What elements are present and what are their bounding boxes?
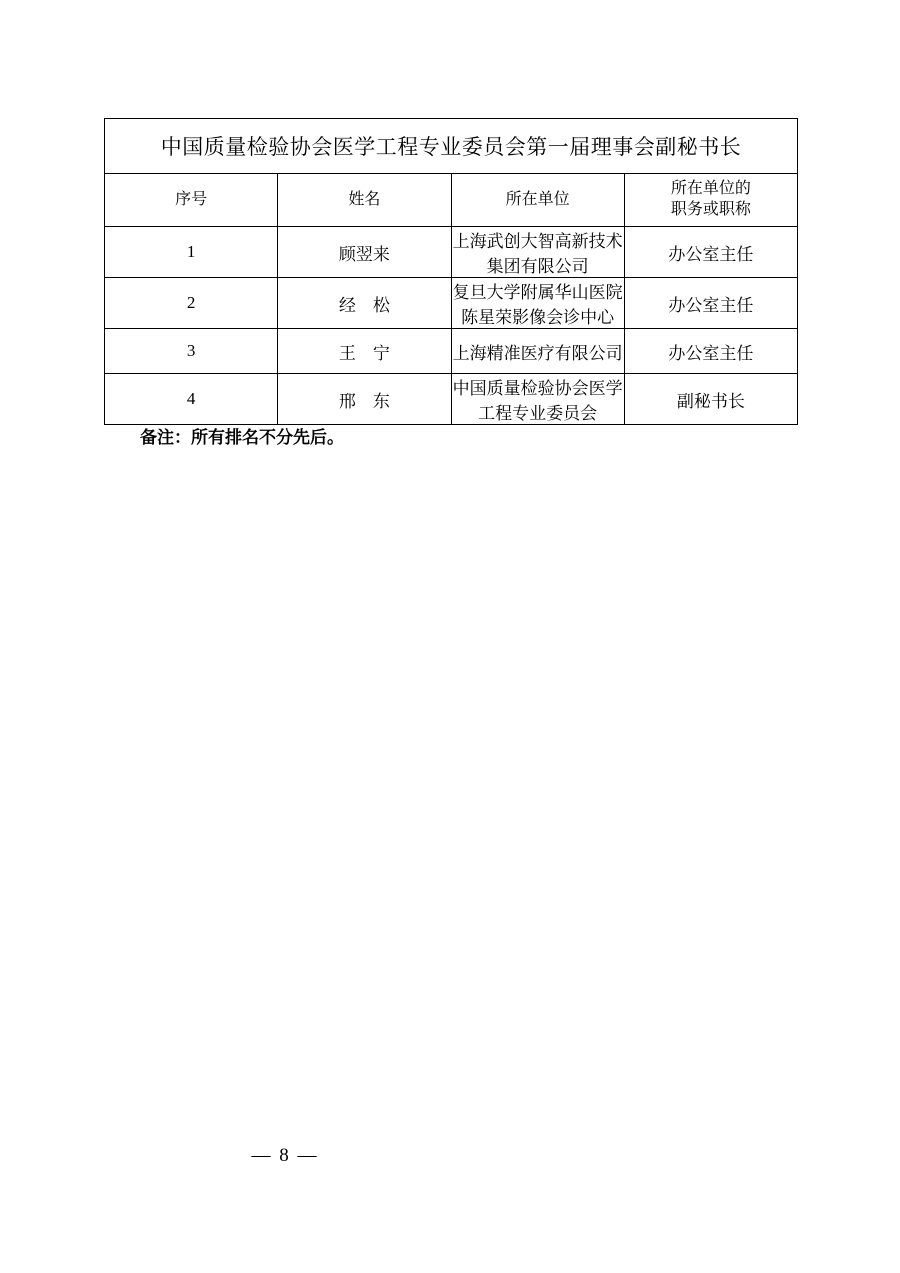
row-index: 2 bbox=[105, 278, 278, 329]
table-title-row bbox=[105, 119, 798, 174]
row-index: 3 bbox=[105, 329, 278, 374]
row-index: 4 bbox=[105, 374, 278, 425]
row-position: 副秘书长 bbox=[624, 374, 797, 425]
column-header-position-line1: 所在单位的 bbox=[670, 180, 751, 198]
table-header-row bbox=[105, 174, 798, 227]
row-org: 上海武创大智高新技术集团有限公司 bbox=[451, 227, 624, 278]
page-number: — 8 — bbox=[251, 1145, 319, 1166]
row-position: 办公室主任 bbox=[624, 329, 797, 374]
column-header-position-line2: 职务或职称 bbox=[670, 201, 751, 218]
council-deputy-secretary-table bbox=[104, 118, 798, 425]
table-row bbox=[105, 374, 798, 425]
row-index: 1 bbox=[105, 227, 278, 278]
table-title: 中国质量检验协会医学工程专业委员会第一届理事会副秘书长 bbox=[105, 119, 798, 174]
table-note: 备注：所有排名不分先后。 bbox=[140, 428, 344, 447]
row-name: 邢 东 bbox=[278, 374, 451, 425]
column-header-org: 所在单位 bbox=[451, 174, 624, 227]
row-org: 中国质量检验协会医学工程专业委员会 bbox=[451, 374, 624, 425]
row-position: 办公室主任 bbox=[624, 278, 797, 329]
table-row bbox=[105, 227, 798, 278]
row-org: 复旦大学附属华山医院陈星荣影像会诊中心 bbox=[451, 278, 624, 329]
table-row bbox=[105, 329, 798, 374]
row-name: 经 松 bbox=[278, 278, 451, 329]
table-row bbox=[105, 278, 798, 329]
row-org: 上海精准医疗有限公司 bbox=[451, 329, 624, 374]
row-name: 顾翌来 bbox=[278, 227, 451, 278]
column-header-position bbox=[624, 174, 797, 227]
row-position: 办公室主任 bbox=[624, 227, 797, 278]
row-name: 王 宁 bbox=[278, 329, 451, 374]
column-header-index: 序号 bbox=[105, 174, 278, 227]
column-header-name: 姓名 bbox=[278, 174, 451, 227]
